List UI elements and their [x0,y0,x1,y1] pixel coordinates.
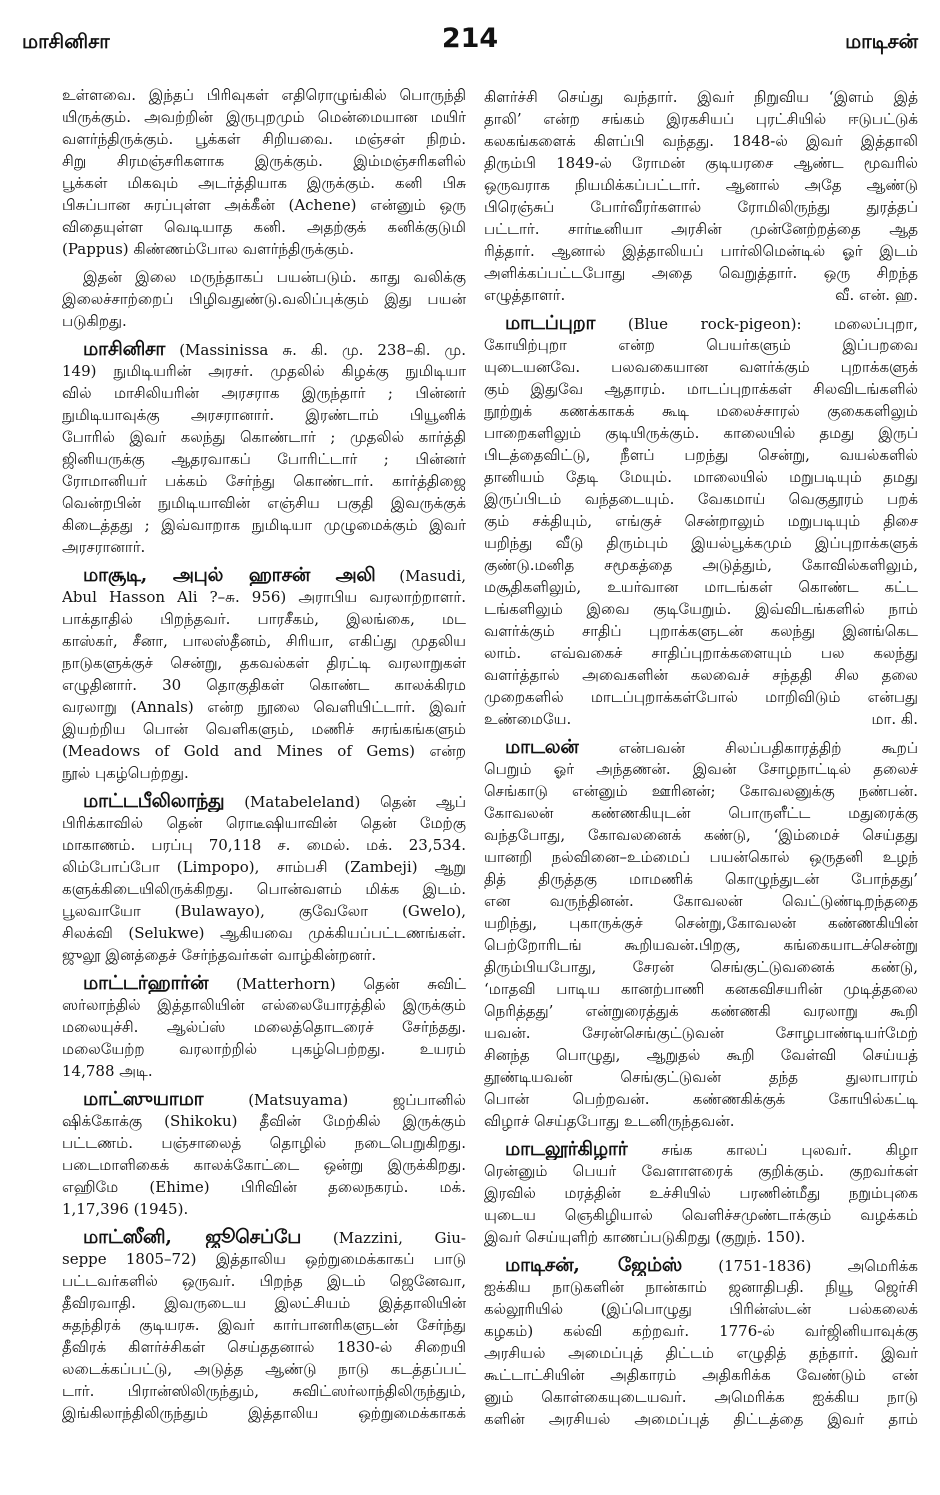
text-line: பிரெஞ்சுப் போர்வீரர்களால் ரோமிலிருந்து துரத்தப் [484,198,918,216]
text-line: பிரிக்காவில் தென் ரொடீஷியாவின் தென் மேற்கு [62,814,466,832]
text-line: பெறும் ஓர் அந்தணன். இவன் சோழநாட்டில் தலைச் [484,760,918,778]
dictionary-entry [62,1088,466,1220]
signature-line [484,708,918,730]
entry-first-line [484,312,918,334]
text-line: (Meadows of Gold and Mines of Gems) என்ற [62,742,466,760]
text-line: யானறி நல்வினை–உம்மைப் பயன்கொல் ஒருதனி உழந் [484,848,918,866]
text-line: கலகங்களைக் கிளப்பி வந்தது. 1848-ல் இவர் இத்தாலி [484,132,918,150]
text-line: ஸர்லாந்தில் இத்தாலியின் எல்லையோரத்தில் இருக்கும் [62,996,466,1014]
text-line: வளர்க்கும் சாதிப் புறாக்களுடன் கலந்து இனங்கெட [484,622,918,640]
text-line: யிருக்கும். அவற்றின் இருபுறமும் மென்மையான மயிர் [62,108,466,126]
text-line: இவர் செய்யுளிற் காணப்படுகிறது (குறுந். 150). [484,1228,806,1246]
entry-lead-text: (1751-1836) அமெரிக்க [718,1257,918,1275]
text-line: ‘மாதவி பாடிய கானற்பாணி கனகவிசயரின் முடித்தலை [484,980,918,998]
entry-headword: மாடலூர்கிழார் [505,1138,628,1160]
entry-first-line [484,1254,918,1276]
text-line: கும் சக்தியும், எங்குச் சென்றாலும் மறுபடியும் திசை [484,512,918,530]
entry-lead-text: (Mazzini, Giu- [332,1229,466,1247]
text-line: உண்மையே. [484,710,572,728]
text-line: யறிந்து, புகாருக்குச் சென்று,கோவலன் கண்ணகியின் [484,914,918,932]
text-line: போரில் இவர் கலந்து கொண்டார் ; முதலில் கார்த்தி [62,428,466,446]
entry-headword: மாட்டர்ஹார்ன் [83,972,209,994]
entry-first-line [62,338,466,360]
text-line: தானியம் தேடி மேயும். மாலையில் மறுபடியும் தமது [484,468,918,486]
text-line: பெற்றோரிடங் கூறியவன்.பிறகு, கங்கையாடச்சென்று [484,936,918,954]
text-line: கழகம்) கல்வி கற்றவர். 1776-ல் வர்ஜினியாவுக்கு [484,1322,918,1340]
entry-lead-text: (Matabeleland) தென் ஆப் [244,793,466,811]
text-line: டார். பிரான்ஸிலிருந்தும், சுவிட்ஸர்லாந்திலிருந்தும், [62,1382,466,1400]
text-line: பட்டார். சார்டீனியா அரசின் முன்னேற்றத்தை ஆத [484,220,918,238]
text-line: நூற்றுக் கணக்காகக் கூடி மலைச்சாரல் குகைகளிலும் [484,402,918,420]
text-line: உள்ளவை. இந்தப் பிரிவுகள் எதிரொழுங்கில் பொருந்தி [62,86,466,104]
text-line: இதன் இலை மருந்தாகப் பயன்படும். காது வலிக்கு [83,268,466,286]
entry-headword: மாடப்புறா [505,312,596,334]
text-line: இலைச்சாற்றைப் பிழிவதுண்டு.வலிப்புக்கும் இது பயன் [62,290,466,308]
text-line: தீவிரக் கிளர்ச்சிகள் செய்ததனால் 1830-ல் சிறையி [62,1338,466,1356]
text-line: எழுதினார். 30 தொகுதிகள் கொண்ட காலக்கிரம [62,676,466,694]
text-paragraph [484,86,918,306]
author-initials: மா. கி. [871,710,918,728]
entry-headword: மாடிசன், ஜேம்ஸ் [505,1254,683,1276]
text-line: ஐக்கிய நாடுகளின் நான்காம் ஜனாதிபதி. நியூ ஜெர்சி [484,1278,918,1296]
text-line: ரித்தார். ஆனால் இத்தாலியப் பார்லிமென்டில் ஓர் இடம் [484,242,918,260]
entry-headword: மாட்ஸீனி, ஜூசெப்பே [83,1226,302,1248]
text-line: தித் திருத்தகு மாமணிக் கொழுந்துடன் போந்தது’ [484,870,918,888]
text-line: பட்டவர்களில் ஒருவர். பிறந்த இடம் ஜெனேவா, [62,1272,466,1290]
author-initials: வீ. என். ஹ. [835,286,918,304]
text-line: டங்களிலும் இவை குடியேறும். இவ்விடங்களில் நாம் [484,600,918,618]
text-line: பொன் பெற்றவன். கண்ணகிக்குக் கோயில்கட்டி [484,1090,918,1108]
text-line: களுக்கிடையிலிருக்கிறது. பொன்வளம் மிக்க இடம். [62,880,466,898]
text-line: ஷிக்கோக்கு (Shikoku) தீவின் மேற்கில் இருக்கும் [62,1112,466,1130]
text-line: கும் இதுவே ஆதாரம். மாடப்புறாக்கள் சிலவிடங்களில் [484,380,918,398]
text-line: இரவில் மரத்தின் உச்சியில் பரணின்மீது நறும்புகை [484,1184,918,1202]
text-line: வளர்த்தால் அவைகளின் கலவைச் சந்ததி சில தலை [484,666,918,684]
entry-lead-text: (Blue rock-pigeon): மலைப்புறா, [627,315,918,333]
text-line: வந்தபோது, கோவலனைக் கண்டு, ‘இம்மைச் செய்தது [484,826,918,844]
entry-first-line [62,1226,466,1248]
text-line: பாக்தாதில் பிறந்தவர். பாரசீகம், இலங்கை, மட [62,610,466,628]
entry-first-line [62,972,466,994]
text-line: திரும்பி 1849-ல் ரோமன் குடியரசை ஆண்ட மூவரில் [484,154,918,172]
text-line: பிடத்தைவிட்டு, நீளப் பறந்து சென்று, வயல்களில் [484,446,918,464]
entry-first-line [62,564,466,586]
left-column [62,84,466,1424]
entry-headword: மாடலன் [505,736,579,758]
dictionary-entry [62,790,466,966]
dictionary-entry [484,1254,918,1430]
text-line: ஜுலூ இனத்தைச் சேர்ந்தவர்கள் வாழ்கின்றனர். [62,946,377,964]
text-line: தூண்டியவன் செங்குட்டுவன் தந்த துலாபாரம் [484,1068,918,1086]
text-line: பூக்கள் மிகவும் அடர்த்தியாக இருக்கும். கனி பிசு [62,174,466,192]
text-line: வரலாறு (Annals) என்ற நூலை வெளியிட்டார். இவர் [62,698,466,716]
text-line: நூல் புகழ்பெற்றது. [62,764,189,782]
text-line: (Pappus) கிண்ணம்போல வளர்ந்திருக்கும். [62,240,355,258]
text-line: மாகாணம். பரப்பு 70,118 ச. மைல். மக். 23,534. [62,836,466,854]
text-line: பட்டணம். பஞ்சாலைத் தொழில் நடைபெறுகிறது. [62,1134,466,1152]
running-head-right: மாடிசன் [845,29,918,53]
text-line: பிசுப்பான சுரப்புள்ள அக்கீன் (Achene) என்னும் ஒரு [62,196,466,214]
dictionary-entry [484,312,918,730]
text-line: கிடைத்தது ; இவ்வாறாக நுமிடியா முழுமைக்கும் இவர் [62,516,466,534]
page-header [0,22,940,58]
text-line: இங்கிலாந்திலிருந்தும் இத்தாலிய ஒற்றுமைக்காகக் [62,1404,466,1422]
text-line: 14,788 அடி. [62,1062,153,1080]
text-line: கோயிற்புறா என்ற பெயர்களும் இப்பறவை [484,336,918,354]
text-line: இயற்றிய பொன் வெளிகளும், மணிச் சுரங்கங்களும் [62,720,466,738]
text-line: லடைக்கப்பட்டு, அடுத்த ஆண்டு நாடு கடத்தப்பட் [62,1360,466,1378]
text-line: ரென்னும் பெயர் வேளாளரைக் குறிக்கும். குறவர்கள் [484,1162,918,1180]
text-line: லிம்போப்போ (Limpopo), சாம்பசி (Zambeji) ஆறு [62,858,466,876]
text-line: அளிக்கப்பட்டபோது அதை வெறுத்தார். ஒரு சிறந்த [484,264,918,282]
text-line: பாறைகளிலும் குடியிருக்கும். காலையில் தமது இருப் [484,424,918,442]
text-line: மலையுச்சி. ஆல்ப்ஸ் மலைத்தொடரைச் சேர்ந்தது. [62,1018,466,1036]
text-line: சிலக்வி (Selukwe) ஆகியவை முக்கியப்பட்டணங்கள். [62,924,466,942]
text-line: பூலவாயோ (Bulawayo), குவேலோ (Gwelo), [62,902,466,920]
text-line: மசூதிகளிலும், உயர்வான மாடங்கள் கொண்ட கட்ட [484,578,918,596]
text-line: ரோமானியர் பக்கம் சேர்ந்து கொண்டார். கார்த்திஜை [62,472,466,490]
text-line: செங்காடு என்னும் ஊரினன்; கோவலனுக்கு நண்பன். [484,782,918,800]
dictionary-entry [62,338,466,558]
entry-headword: மாசினிசா [83,338,166,360]
right-column [484,86,918,1430]
entry-lead-text: (Massinissa சு. கி. மு. 238–கி. மு. [179,341,466,359]
text-line: சினந்த பொழுது, ஆறுதல் கூறி வேள்வி செய்யத் [484,1046,918,1064]
text-line: லாம். எவ்வகைச் சாதிப்புறாக்களையும் பல கலந்து [484,644,918,662]
text-line: ஜினியருக்கு ஆதரவாகப் போரிட்டார் ; பின்னர் [62,450,466,468]
entry-first-line [62,790,466,812]
text-line: குண்டு.மனித சமூகத்தை அடுத்தும், கோவில்களிலும், [484,556,918,574]
text-line: காஸ்கர், சீனா, பாலஸ்தீனம், சிரியா, எகிப்து முதலிய [62,632,466,650]
entry-lead-text: சங்க காலப் புலவர். கிழா [661,1141,918,1159]
text-line: seppe 1805–72) இத்தாலிய ஒற்றுமைக்காகப் பாடு [62,1250,466,1268]
text-paragraph [62,84,466,260]
text-line: தீவிரவாதி. இவருடைய இலட்சியம் இத்தாலியின் [62,1294,466,1312]
entry-lead-text: என்பவன் சிலப்பதிகாரத்திற் கூறப் [618,739,918,757]
signature-line [484,284,918,306]
entry-first-line [62,1088,466,1110]
text-line: வளர்ந்திருக்கும். பூக்கள் சிறியவை. மஞ்சள் நிறம். [62,130,466,148]
text-line: யுடையனவே. பலவகையான வளர்க்கும் புறாக்களுக் [484,358,918,376]
entry-lead-text: (Masudi, [399,567,466,585]
text-line: திரும்பியபோது, சேரன் செங்குட்டுவனைக் கண்டு, [484,958,918,976]
text-line: மலையேற்ற வரலாற்றில் புகழ்பெற்றது. உயரம் [62,1040,466,1058]
dictionary-entry [484,1138,918,1248]
text-line: நெரித்தது’ என்றுரைத்துக் கண்ணகி வரலாறு கூறி [484,1002,918,1020]
running-head-left: மாசினிசா [22,29,110,53]
text-line: வென்றபின் நுமிடியாவின் எஞ்சிய பகுதி இவருக்குக் [62,494,466,512]
page-number: 214 [441,23,499,54]
text-line: கிளர்ச்சி செய்து வந்தார். இவர் நிறுவிய ‘இளம் இத் [484,88,918,106]
text-line: வில் மாசிலியரின் அரசராக இருந்தார் ; பின்னர் [62,384,466,402]
text-line: ஒருவராக நியமிக்கப்பட்டார். ஆனால் அதே ஆண்டு [484,176,918,194]
text-line: யவன். சேரன்செங்குட்டுவன் சோழபாண்டியர்மேற் [484,1024,918,1042]
text-line: இருப்பிடம் வந்தடையும். வேகமாய் வெகுதூரம் பறக் [484,490,918,508]
text-line: 1,17,396 (1945). [62,1200,189,1218]
text-line: என வருந்தினன். கோவலன் வெட்டுண்டிறந்ததை [484,892,918,910]
text-line: யறிந்து வீடு திரும்பும் இயல்பூக்கமும் இப்புறாக்களுக் [484,534,918,552]
text-line: 149) நுமிடியரின் அரசர். முதலில் கிழக்கு நுமிடியா [62,362,466,380]
entry-headword: மாட்ஸுயாமா [83,1088,204,1110]
text-line: அரசரானார். [62,538,146,556]
text-line: களின் அரசியல் அமைப்புத் திட்டத்தை இவர் தாம் [484,1410,918,1428]
entry-lead-text: (Matsuyama) ஜப்பானில் [248,1091,466,1109]
dictionary-entry [62,1226,466,1424]
entry-first-line [484,1138,918,1160]
text-line: நாடுகளுக்குச் சென்று, தகவல்கள் திரட்டி வரலாறுகள் [62,654,466,672]
entry-headword: மாட்டபீலிலாந்து [83,790,225,812]
text-line: படுகிறது. [62,312,127,330]
text-line: எஹிமே (Ehime) பிரிவின் தலைநகரம். மக். [62,1178,466,1196]
text-line: தாலி’ என்ற சங்கம் இரகசியப் புரட்சியில் ஈடுபட்டுக் [484,110,918,128]
text-line: விழாச் செய்தபோது உடனிருந்தவன். [484,1112,735,1130]
text-line: நுமிடியாவுக்கு அரசரானார். இரண்டாம் பியூனிக் [62,406,466,424]
dictionary-entry [484,736,918,1132]
text-line: படைமாளிகைக் காலக்கோட்டை ஒன்று இருக்கிறது. [62,1156,466,1174]
text-line: யுடைய ஞெகிழியால் வெளிச்சமுண்டாக்கும் வழக்கம் [484,1206,918,1224]
text-line: னும் கொள்கையுடையவர். அமெரிக்க ஐக்கிய நாடு [484,1388,918,1406]
text-line: அரசியல் அமைப்புத் திட்டம் எழுதித் தந்தார். இவர் [484,1344,918,1362]
text-line: சுதந்திரக் குடியரசு. இவர் கார்பானரிகளுடன் சேர்ந்து [62,1316,466,1334]
text-line: எழுத்தாளர். [484,286,566,304]
entry-lead-text: (Matterhorn) தென் சுவிட் [236,975,466,993]
text-line: கல்லூரியில் (இப்பொழுது பிரின்ஸ்டன் பல்கலைக் [484,1300,918,1318]
text-paragraph [62,266,466,332]
dictionary-entry [62,972,466,1082]
text-line: கூட்டாட்சியின் அதிகாரம் அதிகரிக்க வேண்டும் என் [484,1366,918,1384]
text-line: விதையுள்ள வெடியாத கனி. அதற்குக் கனிக்குடுமி [62,218,466,236]
text-line: முறைகளில் மாடப்புறாக்கள்போல் மாறிவிடும் என்பது [484,688,918,706]
text-line: கோவலன் கண்ணகியுடன் பொருளீட்ட மதுரைக்கு [484,804,918,822]
dictionary-entry [62,564,466,784]
entry-headword: மாசூடி, அபுல் ஹாசன் அலி [83,564,376,586]
entry-first-line [484,736,918,758]
text-line: Abul Hasson Ali ?–சு. 956) அராபிய வரலாற்றாளர். [62,588,466,606]
text-line: சிறு சிரமஞ்சரிகளாக இருக்கும். இம்மஞ்சரிகளில் [62,152,466,170]
